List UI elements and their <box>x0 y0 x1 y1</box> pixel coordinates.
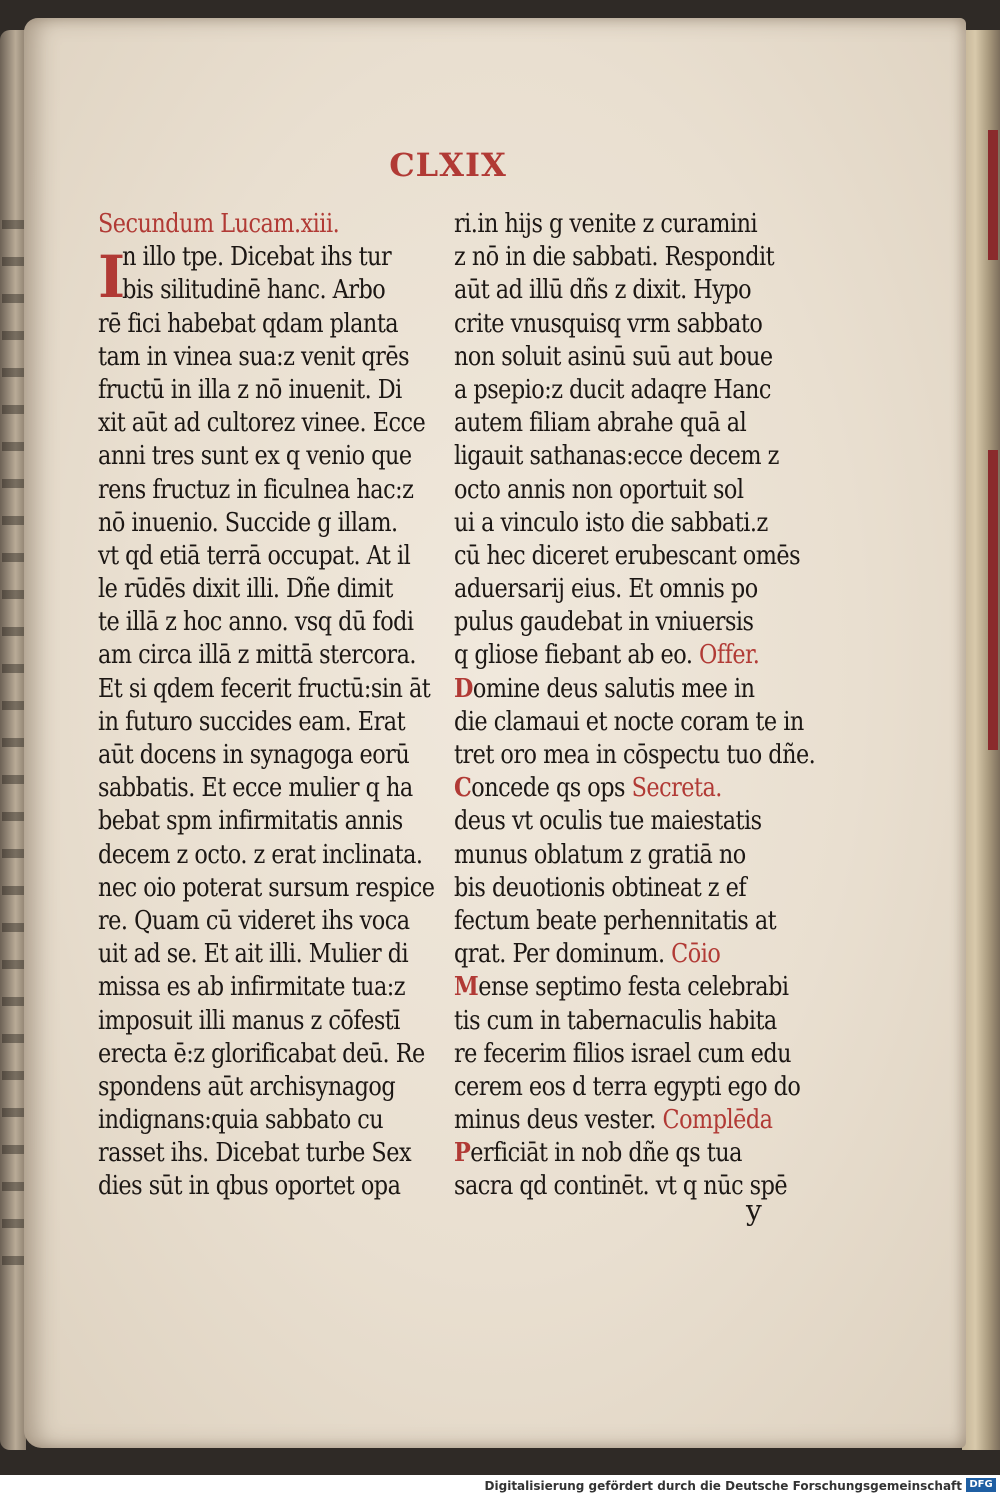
line-text: pulus gaudebat in vniuersis <box>454 607 754 638</box>
drop-initial: I <box>98 243 126 311</box>
text-line: n illo tpe. Dicebat ihs tur <box>122 242 392 273</box>
line-text: z nō in die sabbati. Respondit <box>454 242 775 273</box>
line-text: minus deus vester. <box>454 1105 656 1136</box>
left-column <box>98 208 438 1204</box>
text-line <box>454 474 755 507</box>
line-text: die clamaui et nocte coram te in <box>454 706 804 737</box>
previous-page-text-bleed <box>2 220 24 1270</box>
text-line <box>454 308 763 341</box>
text-line <box>454 1071 801 1104</box>
line-text: oncede qs ops <box>471 773 625 804</box>
text-line <box>454 241 775 274</box>
line-text: q gliose fiebant ab eo. <box>454 640 693 671</box>
line-text: bis deuotionis obtineat z ef <box>454 872 747 903</box>
text-line <box>454 805 762 838</box>
line-text: cū hec diceret erubescant omēs <box>454 540 801 571</box>
book-page <box>24 18 966 1448</box>
text-line <box>454 1005 777 1038</box>
text-line: re. Quam cū videret ihs voca <box>98 905 410 936</box>
line-text: omine deus salutis mee in <box>472 673 755 704</box>
text-line <box>454 938 755 971</box>
page-block-edge <box>962 30 1000 1450</box>
text-line <box>454 208 758 241</box>
text-line <box>454 274 755 307</box>
funding-credit: Digitalisierung gefördert durch die Deutsche Forschungsgemeinschaft <box>484 1479 962 1493</box>
text-line <box>454 374 771 407</box>
line-text: crite vnusquisq vrm sabbato <box>454 308 763 339</box>
text-line: rasset ihs. Dicebat turbe Sex <box>98 1138 412 1169</box>
line-text: qrat. Per dominum. <box>454 939 665 970</box>
rubric-label: Secreta. <box>631 773 722 804</box>
text-line: xit aūt ad cultorez vinee. Ecce <box>98 408 426 439</box>
text-line <box>454 1104 773 1137</box>
line-text: cerem eos d terra egypti ego do <box>454 1071 801 1102</box>
rubric-label: Cōio <box>671 939 721 970</box>
line-text: ui a vinculo isto die sabbati.z <box>454 507 768 538</box>
text-line: imposuit illi manus z cōfestī <box>98 1005 400 1036</box>
text-line: dies sūt in qbus oportet opa <box>98 1171 401 1202</box>
text-line <box>454 341 773 374</box>
text-line <box>454 440 779 473</box>
text-line: rē fici habebat qdam planta <box>98 308 399 339</box>
red-page-marker <box>988 450 998 750</box>
text-line: Et si qdem fecerit fructū:sin āt <box>98 673 431 704</box>
text-line: te illā z hoc anno. vsq dū fodi <box>98 607 414 638</box>
text-line <box>454 1137 755 1170</box>
text-line <box>454 507 768 540</box>
text-line: bis silitudinē hanc. Arbo <box>122 275 386 306</box>
text-line: fructū in illa z nō inuenit. Di <box>98 374 402 405</box>
text-line: missa es ab infirmitate tua:z <box>98 972 406 1003</box>
text-line: erecta ē:z glorificabat deū. Re <box>98 1038 425 1069</box>
text-line <box>454 1038 792 1071</box>
text-line <box>454 606 755 639</box>
line-text: ri.in hijs g venite z curamini <box>454 209 758 239</box>
line-text: deus vt oculis tue maiestatis <box>454 806 762 837</box>
line-text: fectum beate perhennitatis at <box>454 905 777 936</box>
footer-bar <box>0 1475 1000 1495</box>
text-line: decem z octo. z erat inclinata. <box>98 839 423 870</box>
text-line <box>454 407 755 440</box>
text-line <box>454 872 755 905</box>
text-line <box>454 540 801 573</box>
line-text: ligauit sathanas:ecce decem z <box>454 441 779 472</box>
text-line: le rūdēs dixit illi. Dñe dimit <box>98 574 393 605</box>
line-text: tis cum in tabernaculis habita <box>454 1005 777 1036</box>
red-page-marker <box>988 130 998 260</box>
right-column <box>454 208 816 1204</box>
text-line <box>454 739 816 772</box>
line-text: re fecerim filios israel cum edu <box>454 1038 792 1069</box>
text-line: aūt docens in synagoga eorū <box>98 740 410 770</box>
right-column-text <box>454 208 816 1204</box>
text-line: uit ad se. Et ait illi. Mulier di <box>98 939 409 970</box>
text-line: vt qd etiā terrā occupat. At il <box>98 540 411 571</box>
rubric-initial: P <box>454 1138 471 1169</box>
rubric-label: Offer. <box>699 640 760 671</box>
text-line <box>454 839 755 872</box>
line-text: autem filiam abrahe quā al <box>454 408 747 439</box>
previous-page-edge <box>0 30 26 1450</box>
line-text: non soluit asinū suū aut boue <box>454 341 773 372</box>
text-line <box>454 706 804 739</box>
text-line: in futuro succides eam. Erat <box>98 706 406 737</box>
line-text: a psepio:z ducit adaqre Hanc <box>454 374 771 405</box>
line-text: aduersarij eius. Et omnis po <box>454 574 758 605</box>
line-text: munus oblatum z gratiā no <box>454 839 746 870</box>
text-line: sabbatis. Et ecce mulier q ha <box>98 773 413 804</box>
line-text: sacra qd continēt. vt q nūc spē <box>454 1171 788 1202</box>
rubric-initial: D <box>454 673 473 704</box>
text-line <box>454 971 789 1004</box>
text-line: anni tres sunt ex q venio que <box>98 441 412 472</box>
text-line: am circa illā z mittā stercora. <box>98 640 417 671</box>
text-line <box>454 673 755 706</box>
rubric-label: Complēda <box>662 1105 773 1136</box>
line-text: erficiāt in nob dñe qs tua <box>470 1138 742 1169</box>
text-line <box>454 772 755 805</box>
text-line: rens fructuz in ficulnea hac:z <box>98 474 414 505</box>
line-text: tret oro mea in cōspectu tuo dñe. <box>454 740 816 770</box>
section-heading: Secundum Lucam.xiii. <box>98 209 340 239</box>
text-line: indignans:quia sabbato cu <box>98 1105 384 1136</box>
text-line: bebat spm infirmitatis annis <box>98 806 403 837</box>
text-line: tam in vinea sua:z venit qrēs <box>98 341 410 372</box>
folio-number: CLXIX <box>389 146 507 184</box>
dfg-logo: DFG <box>966 1478 996 1492</box>
left-column-text <box>98 241 438 1203</box>
line-text: aūt ad illū dñs z dixit. Hypo <box>454 275 752 306</box>
line-text: octo annis non oportuit sol <box>454 474 744 505</box>
signature-mark: y <box>746 1194 762 1227</box>
rubric-initial: C <box>454 773 472 804</box>
line-text: ense septimo festa celebrabi <box>478 972 789 1003</box>
rubric-initial: M <box>454 972 479 1003</box>
text-line <box>454 573 758 606</box>
text-line: nec oio poterat sursum respice <box>98 872 435 903</box>
text-line: spondens aūt archisynagog <box>98 1071 396 1102</box>
text-line <box>454 905 777 938</box>
text-line <box>454 1170 788 1203</box>
text-line: nō inuenio. Succide g illam. <box>98 507 398 538</box>
text-line <box>454 639 760 672</box>
